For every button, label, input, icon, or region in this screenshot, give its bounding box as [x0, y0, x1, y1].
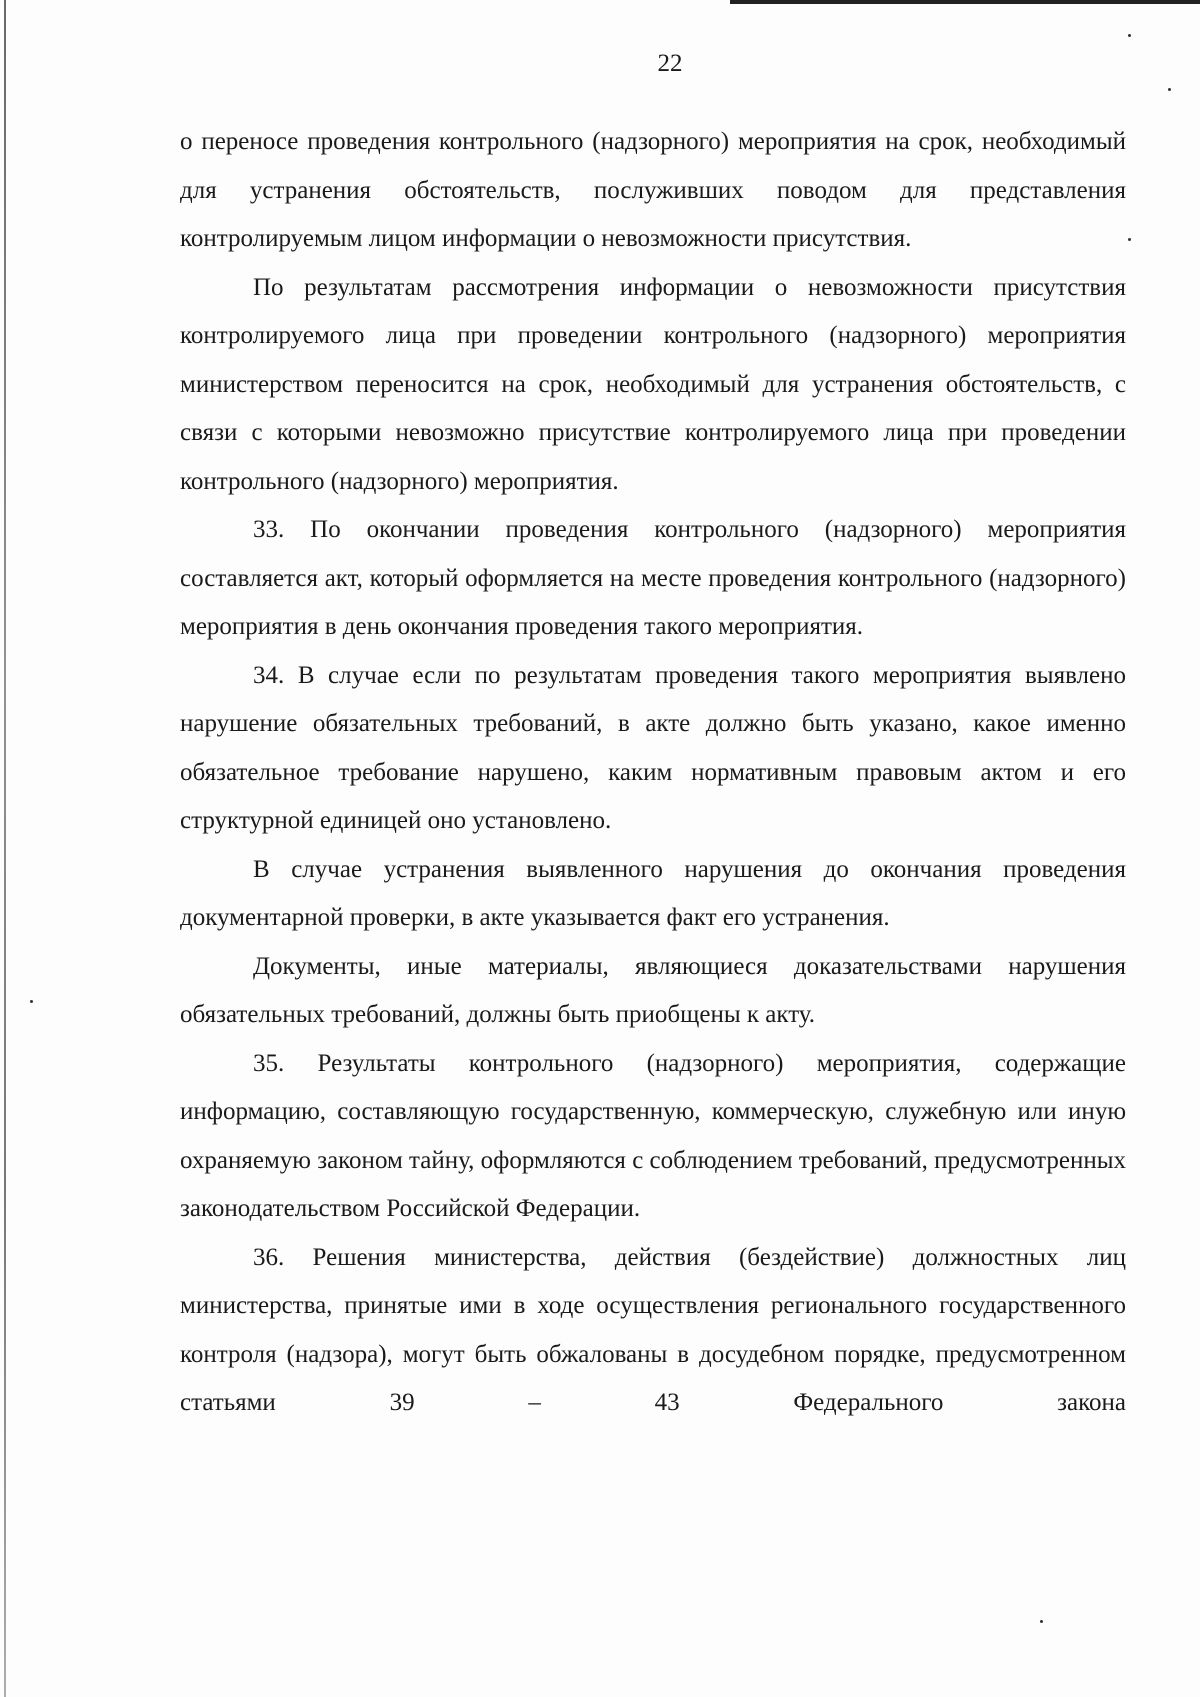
scan-speck — [1168, 88, 1171, 91]
paragraph-continuation: о переносе проведения контрольного (надзорного) мероприятия на срок, необходимый для устранения обстоятельств, послуживших поводом для представления контролируемым лицом информации о невозможности присутствия. — [180, 128, 1126, 252]
paragraph-clause-35: 35. Результаты контрольного (надзорного) мероприятия, содержащие информацию, составляющую государственную, коммерческую, служебную или иную охраняемую законом тайну, оформляются с соблюдением требований, предусмотренных законодательством Российской Федерации. — [180, 1049, 1126, 1222]
scan-speck — [30, 1000, 33, 1003]
paragraph-clause-36: 36. Решения министерства, действия (бездействие) должностных лиц министерства, принятые ими в ходе осуществления регионального государственного контроля (надзора), могут быть обжалованы в досудебном порядке, предусмотренном статьями 39 – 43 Федерального закона — [180, 1243, 1126, 1416]
scan-edge-top — [730, 0, 1200, 4]
scan-edge-left — [4, 0, 6, 1697]
scan-speck — [1128, 34, 1131, 37]
scan-speck — [1040, 1620, 1043, 1623]
paragraph-clause-34: 34. В случае если по результатам проведения такого мероприятия выявлено нарушение обязательных требований, в акте должно быть указано, какое именно обязательное требование нарушено, каким нормативным правовым актом и его структурной единицей оно установлено. — [180, 661, 1126, 834]
scan-speck — [1128, 238, 1131, 241]
paragraph: По результатам рассмотрения информации о невозможности присутствия контролируемого лица при проведении контрольного (надзорного) мероприятия министерством переносится на срок, необходимый для устранения обстоятельств, с связи с которыми невозможно присутствие контролируемого лица при проведении контрольного (надзорного) мероприятия. — [180, 273, 1126, 495]
body-text — [180, 118, 1126, 1428]
paragraph: Документы, иные материалы, являющиеся доказательствами нарушения обязательных требований, должны быть приобщены к акту. — [180, 952, 1126, 1028]
paragraph-clause-33: 33. По окончании проведения контрольного (надзорного) мероприятия составляется акт, который оформляется на месте проведения контрольного (надзорного) мероприятия в день окончания проведения такого мероприятия. — [180, 516, 1126, 640]
paragraph: В случае устранения выявленного нарушения до окончания проведения документарной проверки, в акте указывается факт его устранения. — [180, 855, 1126, 931]
page-number: 22 — [657, 50, 683, 77]
